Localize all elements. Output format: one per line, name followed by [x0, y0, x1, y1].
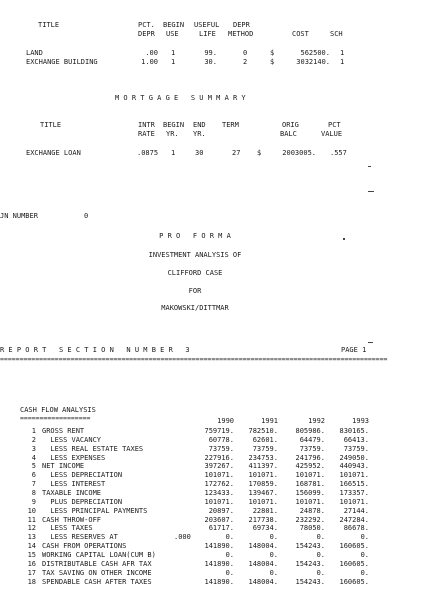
cash-flow-value: 166515.: [339, 480, 369, 489]
cash-flow-value: 172762.: [204, 480, 234, 489]
cash-flow-value: 160605.: [339, 559, 369, 568]
cash-flow-value: 0.: [316, 568, 325, 577]
asset-currency: $: [270, 49, 275, 57]
line-number: 7: [31, 480, 36, 489]
cash-flow-value: 62601.: [252, 435, 278, 444]
proforma-client: CLIFFORD CASE: [167, 269, 223, 277]
cash-flow-value: 141890.: [204, 542, 234, 550]
asset-col-title: TITLE: [38, 21, 60, 29]
asset-col-pct: PCT.: [138, 21, 155, 29]
cash-flow-value: 0.: [225, 568, 234, 577]
cash-flow-value: 203607.: [204, 515, 234, 524]
line-number: 14: [27, 542, 36, 550]
asset-col-life: USEFUL: [194, 21, 220, 29]
cash-flow-value: 101071.: [248, 471, 278, 480]
cash-flow-value: 440943.: [339, 462, 369, 471]
cash-flow-value: 101071.: [339, 497, 369, 506]
mortgage-col-term: TERM: [222, 121, 239, 129]
asset-col-pct-2: DEPR: [138, 30, 155, 38]
line-label: SPENDABLE CASH AFTER TAXES: [42, 577, 152, 586]
line-number: 15: [27, 550, 36, 559]
asset-col-method: DEPR: [233, 21, 250, 29]
mortgage-col-begin: BEGIN: [163, 121, 185, 129]
cash-flow-value: 0.: [360, 550, 369, 559]
asset-col-cost: COST: [292, 30, 309, 38]
cash-flow-value: 411397.: [248, 462, 278, 471]
cash-flow-value: 20897.: [208, 506, 234, 515]
line-label: TAXABLE INCOME: [42, 488, 102, 497]
line-label: CASH THROW-OFF: [42, 515, 102, 524]
asset-pct: 1.00: [141, 58, 158, 66]
asset-method: 0: [243, 49, 248, 57]
cash-flow-value: 0.: [316, 533, 325, 542]
cash-flow-value: 170859.: [248, 480, 278, 489]
mortgage-begin: 1: [171, 149, 176, 157]
cash-flow-value: 0.: [360, 533, 369, 542]
cash-flow-value: 249050.: [339, 453, 369, 462]
cash-flow-value: 782510.: [248, 427, 278, 435]
asset-col-life-2: LIFE: [199, 30, 216, 38]
cash-flow-value: 78050.: [299, 524, 325, 533]
year-header: 1990: [217, 417, 234, 425]
mortgage-col-end: END: [193, 121, 206, 129]
asset-col-sch: SCH: [330, 30, 343, 38]
cash-flow-value: 160605.: [339, 577, 369, 586]
cash-flow-value: 154243.: [295, 542, 325, 550]
cash-flow-value: 73759.: [208, 444, 234, 453]
line-label: LESS VACANCY: [42, 435, 102, 444]
line-label: PLUS DEPRECIATION: [42, 497, 123, 506]
cash-flow-value: 168781.: [295, 480, 325, 489]
mortgage-heading: M O R T G A G E S U M M A R Y: [115, 94, 246, 102]
cash-flow-value: 397267.: [204, 462, 234, 471]
asset-pct: .00: [145, 49, 158, 57]
report-section-rule: ===================================================================================================: [0, 355, 388, 363]
asset-begin: 1: [171, 58, 176, 66]
cash-flow-underline: ==================: [20, 414, 91, 422]
line-label: LESS RESERVES AT: [42, 533, 118, 542]
cash-flow-value: 61717.: [208, 524, 234, 533]
line-label: TAX SAVING ON OTHER INCOME: [42, 568, 152, 577]
mortgage-col-title: TITLE: [40, 121, 62, 129]
cash-flow-value: 101071.: [339, 471, 369, 480]
cash-flow-value: 0.: [269, 568, 278, 577]
asset-cost: 562500.: [300, 49, 330, 57]
line-number: 13: [27, 533, 36, 542]
cash-flow-value: 101071.: [204, 497, 234, 506]
cash-flow-value: 830165.: [339, 427, 369, 435]
line-number: 10: [27, 506, 36, 515]
line-number: 16: [27, 559, 36, 568]
line-number: 11: [27, 515, 36, 524]
line-number: 17: [27, 568, 36, 577]
mortgage-currency: $: [257, 149, 262, 157]
mortgage-rate: .0875: [137, 149, 159, 157]
cash-flow-value: 69734.: [252, 524, 278, 533]
line-label: LESS INTEREST: [42, 480, 106, 489]
line-label: LESS DEPRECIATION: [42, 471, 123, 480]
cash-flow-value: 123433.: [204, 488, 234, 497]
printer-mark: [368, 191, 374, 192]
line-number: 2: [31, 435, 36, 444]
mortgage-col-balc: ORIG: [282, 121, 299, 129]
cash-flow-value: 27144.: [343, 506, 369, 515]
page-number: PAGE 1: [341, 346, 367, 354]
cash-flow-value: 425952.: [295, 462, 325, 471]
cash-flow-value: 234753.: [248, 453, 278, 462]
asset-title: EXCHANGE BUILDING: [26, 58, 98, 66]
cash-flow-value: 101071.: [248, 497, 278, 506]
cash-flow-value: 73759.: [252, 444, 278, 453]
proforma-recipient: MAKOWSKI/DITTMAR: [161, 304, 229, 312]
cash-flow-value: 141890.: [204, 577, 234, 586]
report-section-label: R E P O R T S E C T I O N N U M B E R 3: [0, 346, 190, 354]
reserves-rate: .000: [174, 533, 191, 542]
asset-col-begin: BEGIN: [163, 21, 185, 29]
line-label: WORKING CAPITAL LOAN(CUM B): [42, 550, 156, 559]
cash-flow-value: 60778.: [208, 435, 234, 444]
cash-flow-value: 217738.: [248, 515, 278, 524]
cash-flow-title: CASH FLOW ANALYSIS: [20, 406, 96, 414]
cash-flow-value: 241796.: [295, 453, 325, 462]
run-number-value: 0: [84, 212, 89, 220]
asset-sch: 1: [340, 58, 345, 66]
asset-col-begin-2: USE: [166, 30, 179, 38]
line-label: DISTRIBUTABLE CASH AFR TAX: [42, 559, 152, 568]
year-header: 1993: [352, 417, 369, 425]
line-label: GROSS RENT: [42, 427, 85, 435]
cash-flow-value: 232292.: [295, 515, 325, 524]
mortgage-col-value-2: VALUE: [321, 130, 343, 138]
asset-currency: $: [270, 58, 275, 66]
cash-flow-value: 148004.: [248, 577, 278, 586]
line-number: 18: [27, 577, 36, 586]
cash-flow-value: 0.: [225, 550, 234, 559]
cash-flow-value: 247284.: [339, 515, 369, 524]
cash-flow-value: 24878.: [299, 506, 325, 515]
cash-flow-value: 154243.: [295, 577, 325, 586]
mortgage-balc: 2003005.: [282, 149, 316, 157]
cash-flow-value: 805986.: [295, 427, 325, 435]
cash-flow-value: 156099.: [295, 488, 325, 497]
asset-sch: 1: [340, 49, 345, 57]
cash-flow-value: 0.: [269, 550, 278, 559]
line-label: LESS REAL ESTATE TAXES: [42, 444, 144, 453]
cash-flow-value: 22801.: [252, 506, 278, 515]
line-label: NET INCOME: [42, 462, 85, 471]
cash-flow-value: 101071.: [295, 497, 325, 506]
cash-flow-value: 0.: [225, 533, 234, 542]
asset-life: 30.: [204, 58, 217, 66]
cash-flow-value: 759719.: [204, 427, 234, 435]
cash-flow-value: 101071.: [295, 471, 325, 480]
proforma-title: P R O F O R M A: [159, 232, 231, 240]
line-number: 6: [31, 471, 36, 480]
asset-method: 2: [243, 58, 248, 66]
line-number: 12: [27, 524, 36, 533]
mortgage-col-begin-2: YR.: [166, 130, 179, 138]
cash-flow-value: 73759.: [299, 444, 325, 453]
asset-col-method-2: METHOD: [228, 30, 254, 38]
line-label: LESS PRINCIPAL PAYMENTS: [42, 506, 148, 515]
line-number: 5: [31, 462, 36, 471]
printer-mark: [368, 166, 371, 167]
asset-title: LAND: [26, 49, 43, 57]
asset-begin: 1: [171, 49, 176, 57]
cash-flow-value: 148004.: [248, 542, 278, 550]
cash-flow-value: 154243.: [295, 559, 325, 568]
cash-flow-value: 0.: [360, 568, 369, 577]
line-number: 8: [31, 488, 36, 497]
printer-mark: [368, 342, 373, 343]
proforma-subtitle: INVESTMENT ANALYSIS OF: [148, 251, 242, 259]
year-header: 1992: [308, 417, 325, 425]
proforma-for: FOR: [188, 287, 202, 295]
line-label: CASH FROM OPERATIONS: [42, 542, 127, 550]
cash-flow-value: 148004.: [248, 559, 278, 568]
asset-cost: 3032140.: [296, 58, 330, 66]
mortgage-title: EXCHANGE LOAN: [26, 149, 81, 157]
cash-flow-value: 0.: [316, 550, 325, 559]
mortgage-col-rate-2: RATE: [138, 130, 155, 138]
cash-flow-value: 173357.: [339, 488, 369, 497]
line-number: 3: [31, 444, 36, 453]
line-number: 9: [31, 497, 36, 506]
mortgage-col-rate: INTR: [138, 121, 155, 129]
cash-flow-value: 160605.: [339, 542, 369, 550]
line-number: 1: [31, 427, 36, 435]
mortgage-term: 27: [232, 149, 241, 157]
line-label: LESS TAXES: [42, 524, 93, 533]
cash-flow-value: 86678.: [343, 524, 369, 533]
year-header: 1991: [261, 417, 278, 425]
run-number-label: JN NUMBER: [0, 212, 38, 220]
mortgage-value: .557: [330, 149, 347, 157]
mortgage-col-end-2: YR.: [193, 130, 206, 138]
printer-mark: [343, 238, 345, 240]
cash-flow-value: 101071.: [204, 471, 234, 480]
mortgage-end: 30: [195, 149, 204, 157]
cash-flow-value: 73759.: [343, 444, 369, 453]
line-label: LESS EXPENSES: [42, 453, 106, 462]
cash-flow-value: 141890.: [204, 559, 234, 568]
cash-flow-value: 66413.: [343, 435, 369, 444]
line-number: 4: [31, 453, 36, 462]
cash-flow-value: 139467.: [248, 488, 278, 497]
cash-flow-value: 227916.: [204, 453, 234, 462]
cash-flow-value: 0.: [269, 533, 278, 542]
asset-life: 99.: [204, 49, 217, 57]
mortgage-col-balc-2: BALC: [280, 130, 297, 138]
mortgage-col-value: PCT: [328, 121, 341, 129]
cash-flow-value: 64479.: [299, 435, 325, 444]
